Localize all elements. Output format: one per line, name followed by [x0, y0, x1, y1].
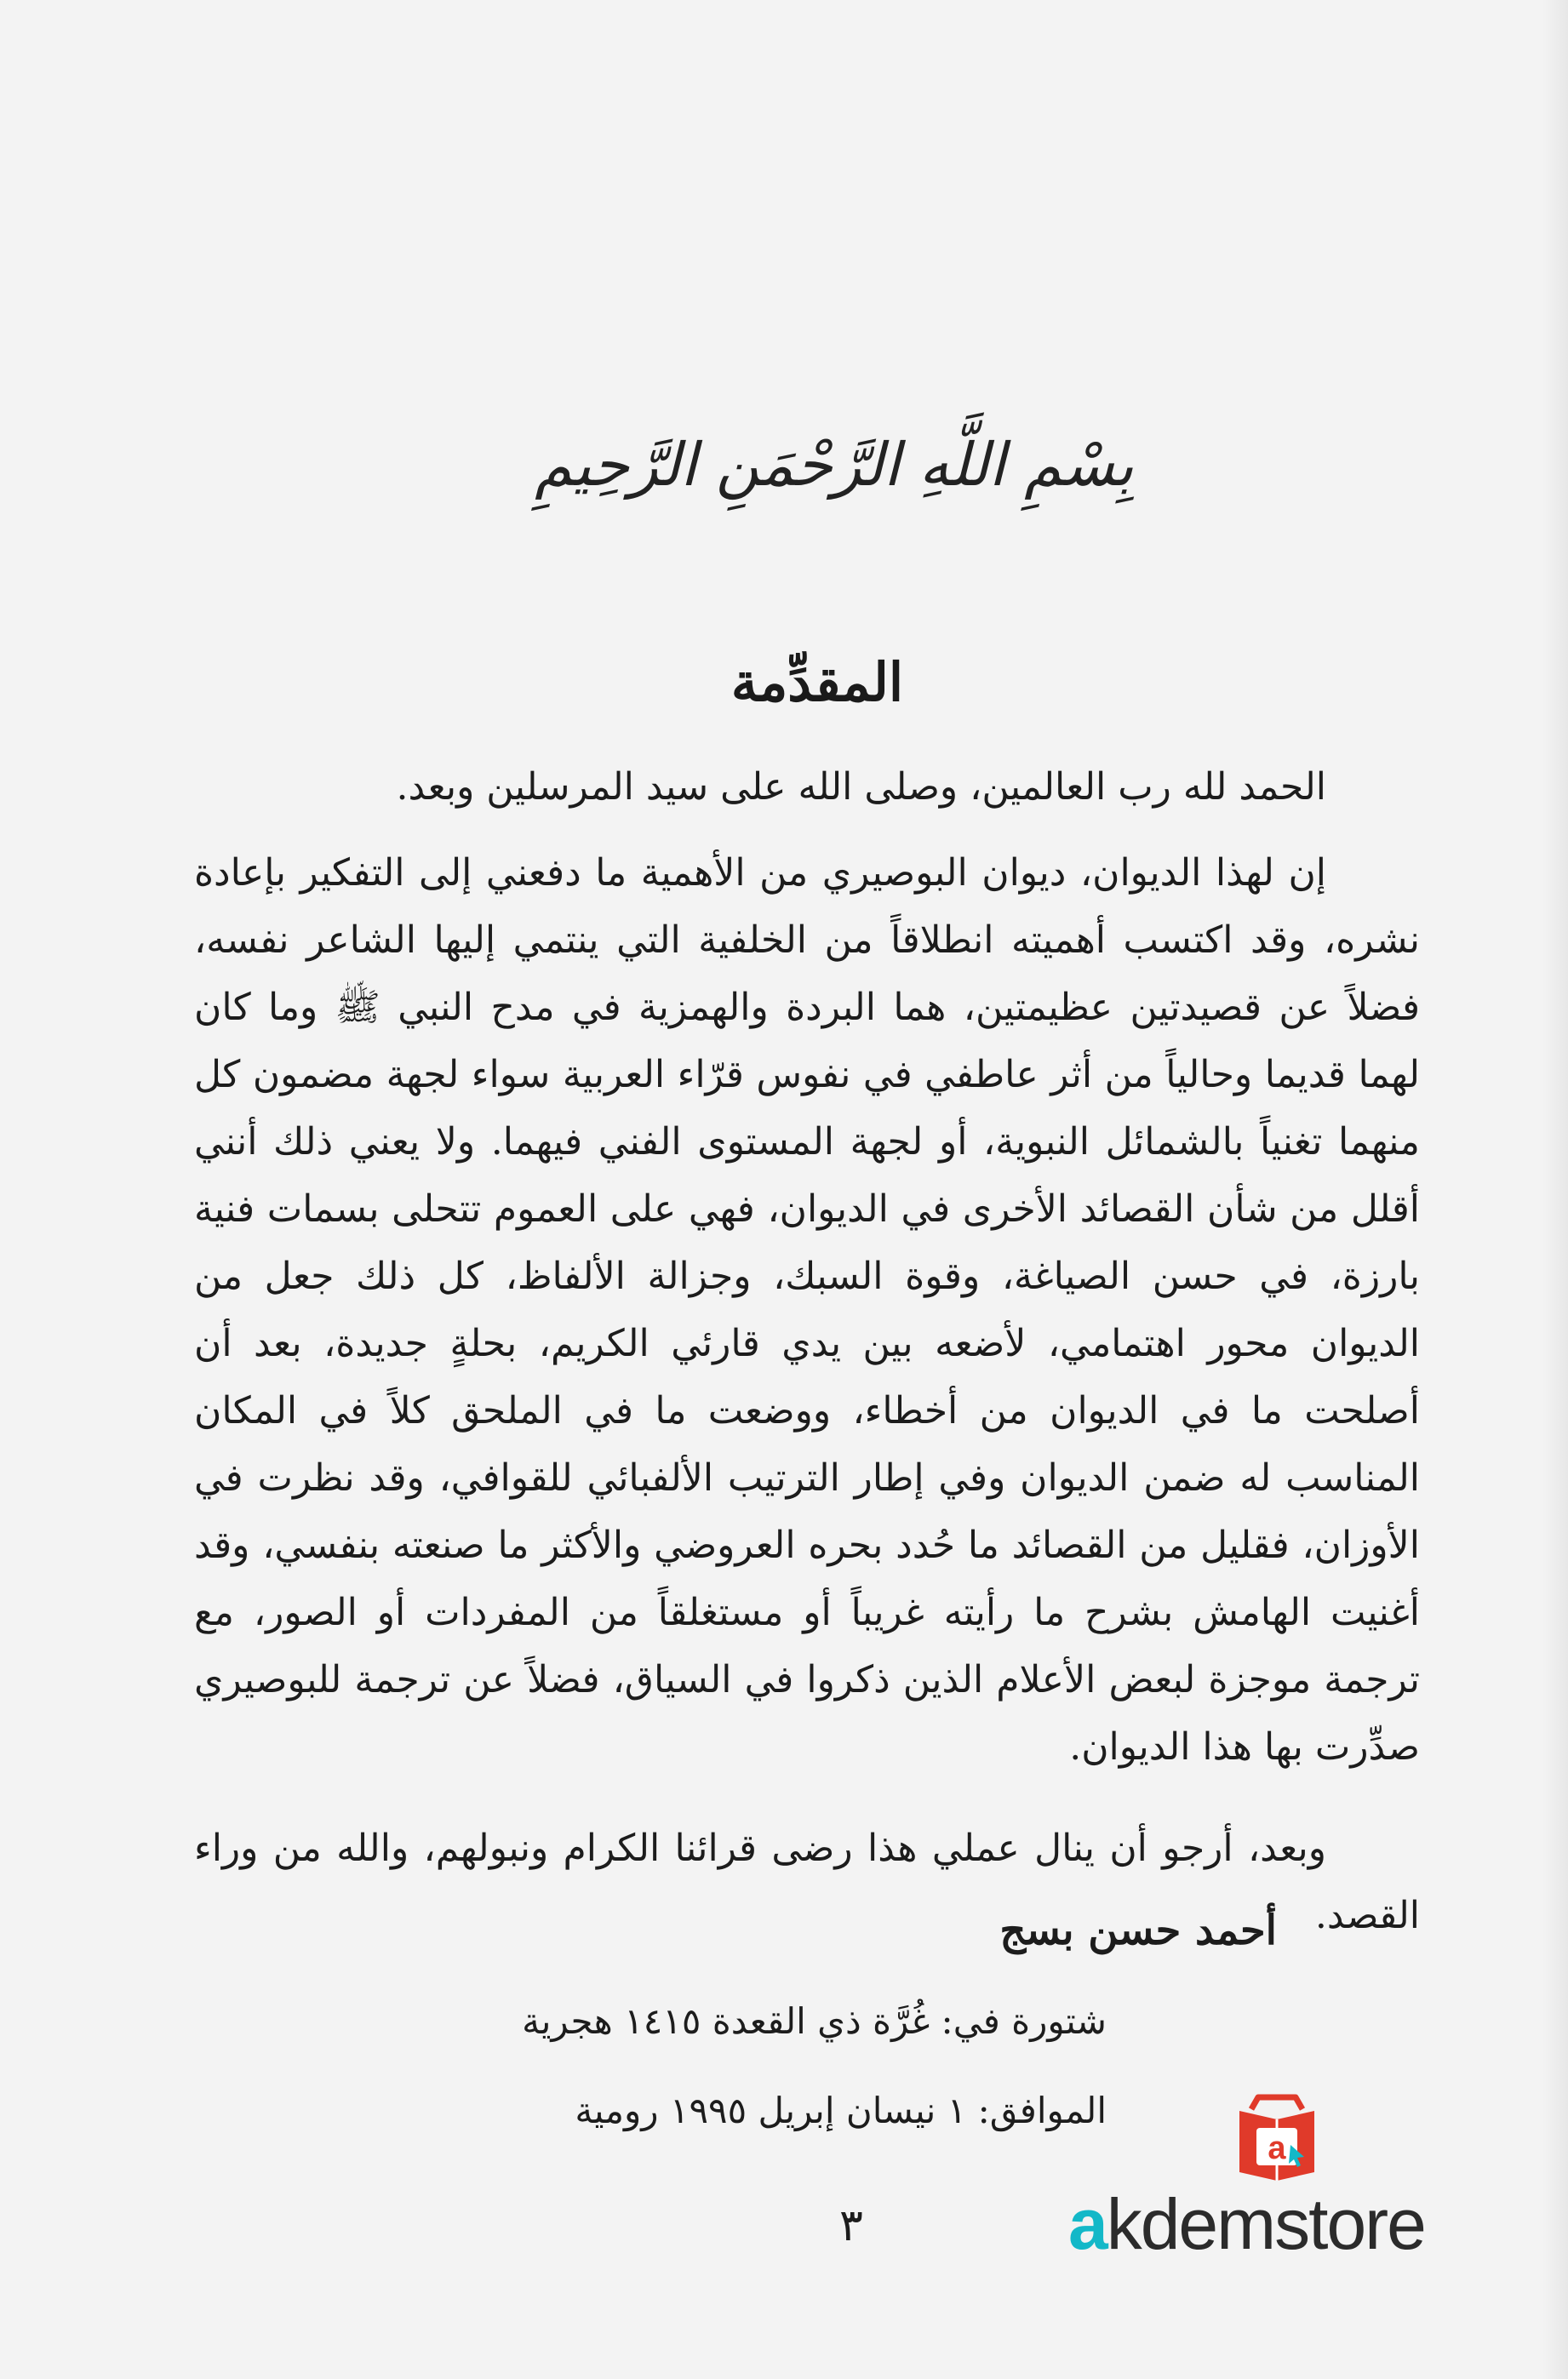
page-edge-shadow [1542, 0, 1568, 2379]
store-name [1068, 2183, 1477, 2268]
author-signature: أحمد حسن بسج [999, 1907, 1277, 1954]
store-watermark-logo [1068, 2094, 1477, 2264]
introduction-body [194, 753, 1420, 1949]
page-title: المقدِّمة [730, 651, 904, 713]
opening-paragraph: الحمد لله رب العالمين، وصلى الله على سيد المرسلين وبعد. [396, 765, 1326, 809]
svg-text:a: a [1268, 2130, 1286, 2166]
page-number: ٣ [839, 2200, 863, 2251]
gregorian-date-line: الموافق: ١ نيسان إبريل ١٩٩٥ رومية [575, 2090, 1107, 2131]
store-name-prefix: a [1068, 2184, 1107, 2264]
basmala-heading: بِسْمِ اللَّهِ الرَّحْمَنِ الرَّحِيمِ [535, 430, 1134, 500]
book-cart-icon [1234, 2094, 1319, 2187]
closing-paragraph: وبعد، أرجو أن ينال عملي هذا رضى قرائنا الكرام ونبولهم، والله من وراء القصد. [194, 1827, 1420, 1937]
store-name-suffix: kdemstore [1106, 2184, 1425, 2264]
hijri-date-line: شتورة في: غُرَّة ذي القعدة ١٤١٥ هجرية [522, 2000, 1107, 2042]
main-paragraph: إن لهذا الديوان، ديوان البوصيري من الأهمية ما دفعني إلى التفكير بإعادة نشره، وقد اكتسب أهميته انطلاقاً من الخلفية التي ينتمي إليها الشاعر نفسه، فضلاً عن قصيدتين عظيمتين، هما البردة والهمزية في مدح النبي ﷺ وما كان لهما قديما وحالياً من أثر عاطفي في نفوس قرّاء العربية سواء لجهة مضمون كل منهما تغنياً بالشمائل النبوية، أو لجهة المستوى الفني فيهما. ولا يعني ذلك أنني أقلل من شأن القصائد الأخرى في الديوان، فهي على العموم تتحلى بسمات فنية بارزة، في حسن الصياغة، وقوة السبك، وجزالة الألفاظ، كل ذلك جعل من الديوان محور اهتمامي، لأضعه بين يدي قارئي الكريم، بحلةٍ جديدة، بعد أن أصلحت ما في الديوان من أخطاء، ووضعت ما في الملحق كلاً في المكان المناسب له ضمن الديوان وفي إطار الترتيب الألفبائي للقوافي، وقد نظرت في الأوزان، فقليل من القصائد ما حُدد بحره العروضي والأكثر ما صنعته بنفسي، وقد أغنيت الهامش بشرح ما رأيته غريباً أو مستغلقاً من المفردات أو الصور، مع ترجمة موجزة لبعض الأعلام الذين ذكروا في السياق، فضلاً عن ترجمة للبوصيري صدِّرت بها هذا الديوان. [194, 851, 1420, 1769]
